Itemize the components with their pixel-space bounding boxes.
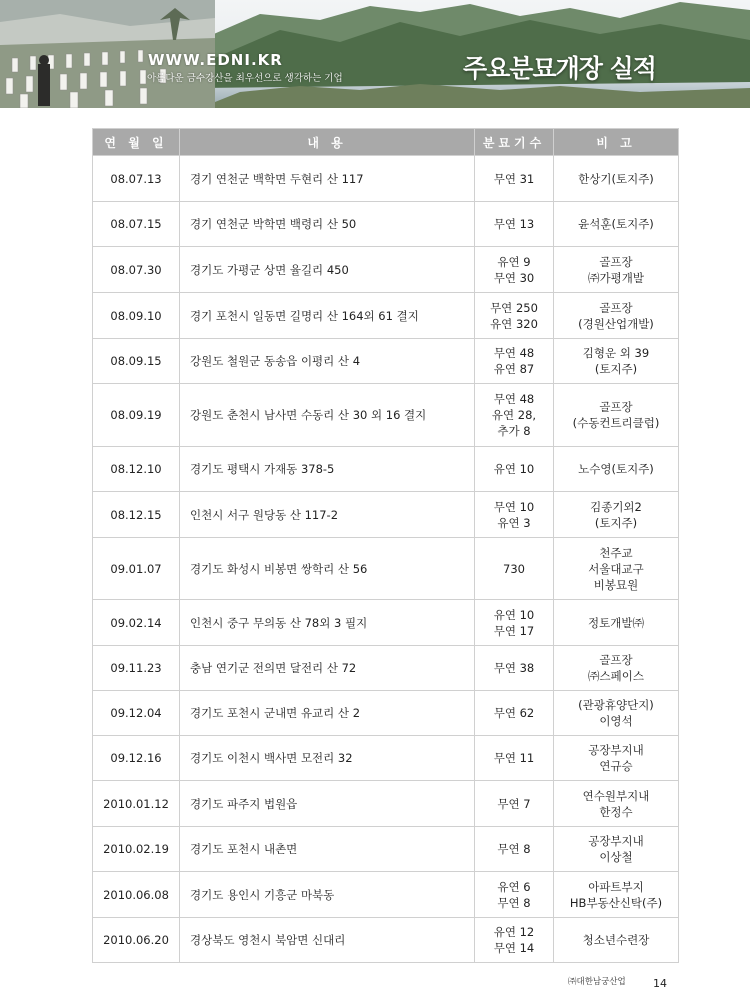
table-row xyxy=(93,646,679,691)
cell-note: 청소년수련장 xyxy=(554,918,679,963)
cell-date: 2010.01.12 xyxy=(93,781,180,827)
table-row xyxy=(93,447,679,492)
cell-grave-count: 유연 6 무연 8 xyxy=(475,872,554,918)
cell-content: 강원도 철원군 동송읍 이평리 산 4 xyxy=(180,339,475,384)
cell-content: 경기도 용인시 기흥군 마북동 xyxy=(180,872,475,918)
cell-grave-count: 유연 9 무연 30 xyxy=(475,247,554,293)
cell-note: 아파트부지 HB부동산신탁(주) xyxy=(554,872,679,918)
cell-date: 09.12.04 xyxy=(93,691,180,736)
table-header-row xyxy=(93,129,679,156)
cell-note: 골프장 ㈜가평개발 xyxy=(554,247,679,293)
table-row xyxy=(93,691,679,736)
cell-content: 경기도 포천시 내촌면 xyxy=(180,827,475,872)
table-row xyxy=(93,872,679,918)
cell-note: 골프장 (수동컨트리클럽) xyxy=(554,384,679,447)
column-header-grave-count: 분묘기수 xyxy=(475,129,554,156)
column-header-content: 내 용 xyxy=(180,129,475,156)
cell-grave-count: 무연 48 유연 87 xyxy=(475,339,554,384)
cell-note: 골프장 ㈜스페이스 xyxy=(554,646,679,691)
table-row xyxy=(93,736,679,781)
cell-content: 경상북도 영천시 북암면 신대리 xyxy=(180,918,475,963)
cell-content: 경기 연천군 박학면 백령리 산 50 xyxy=(180,202,475,247)
cell-note: 김종기외2 (토지주) xyxy=(554,492,679,538)
table-row xyxy=(93,293,679,339)
cell-content: 인천시 중구 무의동 산 78외 3 필지 xyxy=(180,600,475,646)
cell-date: 08.12.15 xyxy=(93,492,180,538)
table-row xyxy=(93,492,679,538)
cell-note: 공장부지내 연규승 xyxy=(554,736,679,781)
cell-date: 2010.02.19 xyxy=(93,827,180,872)
cell-date: 08.07.13 xyxy=(93,156,180,202)
cell-date: 09.01.07 xyxy=(93,538,180,600)
table-row xyxy=(93,202,679,247)
table-row xyxy=(93,600,679,646)
page-number: 14 xyxy=(653,977,667,990)
column-header-note: 비 고 xyxy=(554,129,679,156)
cell-content: 충남 연기군 전의면 달전리 산 72 xyxy=(180,646,475,691)
cell-content: 경기도 가평군 상면 율길리 450 xyxy=(180,247,475,293)
cell-note: 정토개발㈜ xyxy=(554,600,679,646)
cell-content: 경기도 파주지 법원읍 xyxy=(180,781,475,827)
cell-grave-count: 무연 62 xyxy=(475,691,554,736)
cell-grave-count: 무연 7 xyxy=(475,781,554,827)
table-row xyxy=(93,538,679,600)
cell-date: 09.02.14 xyxy=(93,600,180,646)
cell-note: 공장부지내 이상철 xyxy=(554,827,679,872)
cell-date: 08.07.30 xyxy=(93,247,180,293)
cell-grave-count: 무연 13 xyxy=(475,202,554,247)
table-row xyxy=(93,339,679,384)
table-row xyxy=(93,384,679,447)
page-title: 주요분묘개장 실적 xyxy=(463,54,656,83)
cell-content: 인천시 서구 원당동 산 117-2 xyxy=(180,492,475,538)
cell-grave-count: 무연 48 유연 28, 추가 8 xyxy=(475,384,554,447)
cell-note: 연수원부지내 한정수 xyxy=(554,781,679,827)
grave-relocation-records-table xyxy=(92,128,679,963)
cell-date: 08.09.10 xyxy=(93,293,180,339)
cell-grave-count: 730 xyxy=(475,538,554,600)
cell-date: 2010.06.20 xyxy=(93,918,180,963)
cell-content: 경기도 이천시 백사면 모전리 32 xyxy=(180,736,475,781)
cell-date: 09.11.23 xyxy=(93,646,180,691)
cell-grave-count: 무연 38 xyxy=(475,646,554,691)
footer-company-name: ㈜대한남궁산업 xyxy=(568,977,626,987)
person-figure xyxy=(38,64,50,106)
cell-grave-count: 무연 8 xyxy=(475,827,554,872)
cell-content: 강원도 춘천시 남사면 수동리 산 30 외 16 결지 xyxy=(180,384,475,447)
cell-content: 경기 연천군 백학면 두현리 산 117 xyxy=(180,156,475,202)
cell-note: 노수영(토지주) xyxy=(554,447,679,492)
cell-date: 08.07.15 xyxy=(93,202,180,247)
cell-date: 08.09.15 xyxy=(93,339,180,384)
cell-grave-count: 유연 12 무연 14 xyxy=(475,918,554,963)
table-row xyxy=(93,156,679,202)
cell-grave-count: 무연 11 xyxy=(475,736,554,781)
cell-note: 한상기(토지주) xyxy=(554,156,679,202)
cell-grave-count: 유연 10 무연 17 xyxy=(475,600,554,646)
table-row xyxy=(93,918,679,963)
cell-content: 경기도 포천시 군내면 유교리 산 2 xyxy=(180,691,475,736)
cell-note: 천주교 서울대교구 비봉묘원 xyxy=(554,538,679,600)
cell-grave-count: 유연 10 xyxy=(475,447,554,492)
header-banner xyxy=(0,0,750,108)
cell-date: 2010.06.08 xyxy=(93,872,180,918)
table-row xyxy=(93,247,679,293)
column-header-date: 연 월 일 xyxy=(93,129,180,156)
cell-content: 경기 포천시 일동면 길명리 산 164외 61 결지 xyxy=(180,293,475,339)
company-slogan: 아름다운 금수강산을 최우선으로 생각하는 기업 xyxy=(147,73,343,84)
cell-grave-count: 무연 10 유연 3 xyxy=(475,492,554,538)
table-row xyxy=(93,781,679,827)
cell-date: 08.09.19 xyxy=(93,384,180,447)
cell-content: 경기도 평택시 가재동 378-5 xyxy=(180,447,475,492)
cell-content: 경기도 화성시 비봉면 쌍학리 산 56 xyxy=(180,538,475,600)
cell-note: 골프장 (경원산업개발) xyxy=(554,293,679,339)
cell-grave-count: 무연 31 xyxy=(475,156,554,202)
cell-date: 08.12.10 xyxy=(93,447,180,492)
cell-grave-count: 무연 250 유연 320 xyxy=(475,293,554,339)
table-row xyxy=(93,827,679,872)
cell-date: 09.12.16 xyxy=(93,736,180,781)
cell-note: 윤석훈(토지주) xyxy=(554,202,679,247)
site-url: WWW.EDNI.KR xyxy=(148,51,283,69)
cell-note: (관광휴양단지) 이영석 xyxy=(554,691,679,736)
cell-note: 김형운 외 39 (토지주) xyxy=(554,339,679,384)
